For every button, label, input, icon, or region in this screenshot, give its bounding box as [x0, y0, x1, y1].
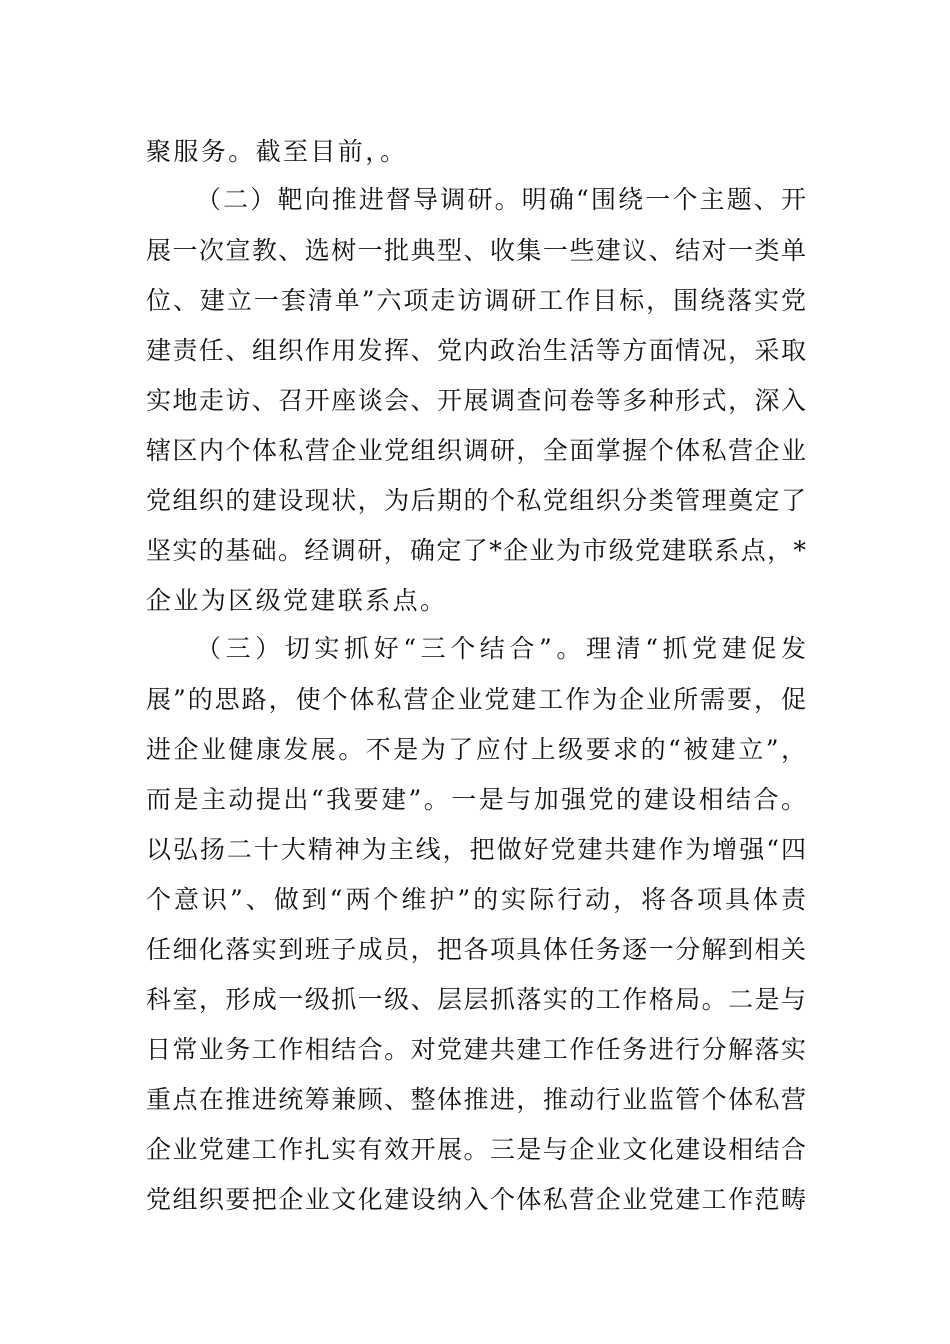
text-line-17: 任细化落实到班子成员，把各项具体任务逐一分解到相关 [146, 935, 806, 964]
text-line-10: 企业为区级党建联系点。 [146, 586, 448, 615]
text-line-1: 聚服务。截至目前，。 [146, 137, 408, 166]
text-line-14: 而是主动提出“我要建”。一是与加强党的建设相结合。 [146, 785, 806, 814]
text-line-21: 企业党建工作扎实有效开展。三是与企业文化建设相结合 [146, 1135, 806, 1164]
text-line-12: 展”的思路，使个体私营企业党建工作为企业所需要，促 [146, 685, 806, 714]
text-line-16: 个意识”、做到“两个维护”的实际行动，将各项具体责 [146, 885, 806, 914]
text-line-3: 展一次宣教、选树一批典型、收集一些建议、结对一类单 [146, 236, 806, 265]
text-line-11: （三）切实抓好“三个结合”。理清“抓党建促发 [196, 634, 806, 663]
text-line-2: （二）靶向推进督导调研。明确“围绕一个主题、开 [196, 185, 806, 214]
text-line-6: 实地走访、召开座谈会、开展调查问卷等多种形式，深入 [146, 386, 806, 415]
text-line-18: 科室，形成一级抓一级、层层抓落实的工作格局。二是与 [146, 985, 806, 1014]
text-line-8: 党组织的建设现状，为后期的个私党组织分类管理奠定了 [146, 486, 806, 515]
text-line-5: 建责任、组织作用发挥、党内政治生活等方面情况，采取 [146, 336, 806, 365]
text-line-22: 党组织要把企业文化建设纳入个体私营企业党建工作范畴 [146, 1185, 806, 1214]
text-line-7: 辖区内个体私营企业党组织调研，全面掌握个体私营企业 [146, 436, 806, 465]
text-line-4: 位、建立一套清单”六项走访调研工作目标，围绕落实党 [146, 286, 806, 315]
text-line-13: 进企业健康发展。不是为了应付上级要求的“被建立”， [146, 735, 806, 764]
text-line-19: 日常业务工作相结合。对党建共建工作任务进行分解落实 [146, 1035, 806, 1064]
text-line-15: 以弘扬二十大精神为主线，把做好党建共建作为增强“四 [146, 835, 806, 864]
text-line-9: 坚实的基础。经调研，确定了*企业为市级党建联系点，* [146, 536, 806, 565]
text-line-20: 重点在推进统筹兼顾、整体推进，推动行业监管个体私营 [146, 1085, 806, 1114]
